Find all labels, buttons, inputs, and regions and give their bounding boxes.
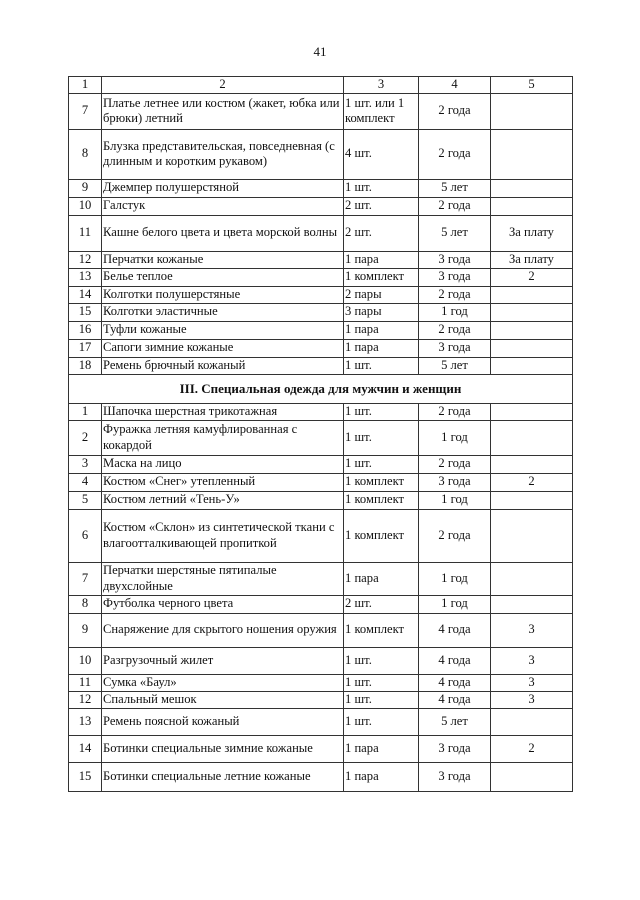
wear-term: 4 года (419, 647, 491, 674)
wear-term: 3 года (419, 268, 491, 286)
item-name: Кашне белого цвета и цвета морской волны (102, 215, 344, 251)
table-row (69, 179, 573, 197)
wear-term: 5 лет (419, 215, 491, 251)
item-quantity: 2 пары (344, 286, 419, 303)
item-note: 3 (491, 674, 573, 691)
item-name: Туфли кожаные (102, 321, 344, 339)
item-note: 2 (491, 268, 573, 286)
row-number: 10 (69, 197, 102, 215)
row-number: 7 (69, 93, 102, 129)
item-quantity: 1 шт. (344, 691, 419, 708)
item-note (491, 455, 573, 473)
wear-term: 3 года (419, 762, 491, 791)
item-name: Сумка «Баул» (102, 674, 344, 691)
wear-term: 3 года (419, 735, 491, 762)
row-number: 9 (69, 613, 102, 647)
item-quantity: 1 шт. (344, 403, 419, 420)
table-row (69, 735, 573, 762)
table-row (69, 197, 573, 215)
item-quantity: 1 шт. (344, 357, 419, 374)
wear-term: 2 года (419, 403, 491, 420)
table-row (69, 268, 573, 286)
header-cell: 1 (69, 77, 102, 94)
item-quantity: 1 шт. или 1 комплект (344, 93, 419, 129)
wear-term: 2 года (419, 321, 491, 339)
item-name: Ботинки специальные летние кожаные (102, 762, 344, 791)
item-note (491, 357, 573, 374)
row-number: 13 (69, 268, 102, 286)
table-row (69, 562, 573, 595)
item-note (491, 179, 573, 197)
wear-term: 3 года (419, 339, 491, 357)
table-row (69, 129, 573, 179)
item-note (491, 420, 573, 455)
row-number: 11 (69, 215, 102, 251)
item-quantity: 2 шт. (344, 595, 419, 613)
item-note: 2 (491, 735, 573, 762)
row-number: 16 (69, 321, 102, 339)
item-note (491, 491, 573, 509)
table-row (69, 420, 573, 455)
item-quantity: 1 шт. (344, 179, 419, 197)
item-note (491, 595, 573, 613)
table-row (69, 613, 573, 647)
item-name: Перчатки шерстяные пятипалые двухслойные (102, 562, 344, 595)
item-name: Ботинки специальные зимние кожаные (102, 735, 344, 762)
page-number: 41 (313, 44, 327, 59)
header-cell: 5 (491, 77, 573, 94)
row-number: 9 (69, 179, 102, 197)
item-quantity: 3 пары (344, 303, 419, 321)
wear-term: 4 года (419, 674, 491, 691)
wear-term: 4 года (419, 691, 491, 708)
item-quantity: 1 пара (344, 339, 419, 357)
row-number: 1 (69, 403, 102, 420)
row-number: 5 (69, 491, 102, 509)
row-number: 15 (69, 762, 102, 791)
item-quantity: 1 шт. (344, 674, 419, 691)
item-note (491, 129, 573, 179)
table-row (69, 215, 573, 251)
wear-term: 2 года (419, 93, 491, 129)
item-note: 3 (491, 647, 573, 674)
item-quantity: 1 пара (344, 251, 419, 268)
item-quantity: 1 комплект (344, 268, 419, 286)
section-row (69, 374, 573, 403)
item-name: Футболка черного цвета (102, 595, 344, 613)
item-name: Сапоги зимние кожаные (102, 339, 344, 357)
row-number: 12 (69, 691, 102, 708)
wear-term: 3 года (419, 251, 491, 268)
item-note (491, 339, 573, 357)
wear-term: 1 год (419, 595, 491, 613)
wear-term: 1 год (419, 420, 491, 455)
item-quantity: 1 пара (344, 735, 419, 762)
row-number: 11 (69, 674, 102, 691)
item-quantity: 1 пара (344, 321, 419, 339)
table-row (69, 762, 573, 791)
item-quantity: 1 пара (344, 562, 419, 595)
wear-term: 2 года (419, 286, 491, 303)
row-number: 4 (69, 473, 102, 491)
item-note: За плату (491, 215, 573, 251)
section-title: III. Специальная одежда для мужчин и женщин (69, 374, 573, 403)
header-cell: 2 (102, 77, 344, 94)
item-name: Костюм «Снег» утепленный (102, 473, 344, 491)
item-note (491, 403, 573, 420)
table-row (69, 691, 573, 708)
item-note (491, 762, 573, 791)
item-note: За плату (491, 251, 573, 268)
wear-term: 2 года (419, 509, 491, 562)
item-name: Белье теплое (102, 268, 344, 286)
header-row (69, 77, 573, 94)
item-note (491, 303, 573, 321)
row-number: 18 (69, 357, 102, 374)
table-row (69, 93, 573, 129)
table-row (69, 455, 573, 473)
item-name: Маска на лицо (102, 455, 344, 473)
table-row (69, 708, 573, 735)
row-number: 17 (69, 339, 102, 357)
item-note: 3 (491, 691, 573, 708)
item-quantity: 1 пара (344, 762, 419, 791)
table-row (69, 286, 573, 303)
item-name: Колготки эластичные (102, 303, 344, 321)
wear-term: 1 год (419, 562, 491, 595)
table-row (69, 491, 573, 509)
item-name: Ремень поясной кожаный (102, 708, 344, 735)
row-number: 8 (69, 595, 102, 613)
item-quantity: 1 шт. (344, 647, 419, 674)
item-note (491, 93, 573, 129)
table-row (69, 251, 573, 268)
item-note (491, 197, 573, 215)
row-number: 14 (69, 286, 102, 303)
row-number: 15 (69, 303, 102, 321)
item-quantity: 2 шт. (344, 215, 419, 251)
item-name: Фуражка летняя камуфлированная с кокардой (102, 420, 344, 455)
item-name: Костюм летний «Тень-У» (102, 491, 344, 509)
item-quantity: 1 комплект (344, 613, 419, 647)
item-note: 3 (491, 613, 573, 647)
item-quantity: 1 комплект (344, 509, 419, 562)
row-number: 8 (69, 129, 102, 179)
table-row (69, 403, 573, 420)
item-name: Шапочка шерстная трикотажная (102, 403, 344, 420)
item-name: Ремень брючный кожаный (102, 357, 344, 374)
item-note (491, 286, 573, 303)
row-number: 6 (69, 509, 102, 562)
row-number: 7 (69, 562, 102, 595)
table-row (69, 303, 573, 321)
table-row (69, 647, 573, 674)
table-row (69, 509, 573, 562)
table-row (69, 321, 573, 339)
header-cell: 4 (419, 77, 491, 94)
item-name: Разгрузочный жилет (102, 647, 344, 674)
item-note (491, 321, 573, 339)
wear-term: 1 год (419, 491, 491, 509)
item-quantity: 2 шт. (344, 197, 419, 215)
item-name: Костюм «Склон» из синтетической ткани с влагоотталкивающей пропиткой (102, 509, 344, 562)
item-note (491, 509, 573, 562)
wear-term: 2 года (419, 129, 491, 179)
table-row (69, 595, 573, 613)
item-name: Галстук (102, 197, 344, 215)
wear-term: 3 года (419, 473, 491, 491)
item-note (491, 562, 573, 595)
item-quantity: 1 шт. (344, 455, 419, 473)
wear-term: 2 года (419, 197, 491, 215)
table-row (69, 473, 573, 491)
item-note (491, 708, 573, 735)
table-row (69, 674, 573, 691)
wear-term: 2 года (419, 455, 491, 473)
row-number: 3 (69, 455, 102, 473)
wear-term: 5 лет (419, 357, 491, 374)
wear-term: 5 лет (419, 179, 491, 197)
item-note: 2 (491, 473, 573, 491)
item-name: Спальный мешок (102, 691, 344, 708)
row-number: 13 (69, 708, 102, 735)
row-number: 2 (69, 420, 102, 455)
item-quantity: 1 шт. (344, 420, 419, 455)
row-number: 14 (69, 735, 102, 762)
row-number: 10 (69, 647, 102, 674)
item-name: Джемпер полушерстяной (102, 179, 344, 197)
wear-term: 4 года (419, 613, 491, 647)
item-name: Колготки полушерстяные (102, 286, 344, 303)
item-name: Блузка представительская, повседневная (с длинным и коротким рукавом) (102, 129, 344, 179)
table-row (69, 357, 573, 374)
item-quantity: 1 комплект (344, 491, 419, 509)
item-quantity: 1 шт. (344, 708, 419, 735)
wear-term: 5 лет (419, 708, 491, 735)
item-quantity: 4 шт. (344, 129, 419, 179)
wear-term: 1 год (419, 303, 491, 321)
table-row (69, 339, 573, 357)
clothing-norms-table (68, 76, 573, 792)
item-name: Снаряжение для скрытого ношения оружия (102, 613, 344, 647)
item-name: Платье летнее или костюм (жакет, юбка или брюки) летний (102, 93, 344, 129)
row-number: 12 (69, 251, 102, 268)
item-quantity: 1 комплект (344, 473, 419, 491)
header-cell: 3 (344, 77, 419, 94)
item-name: Перчатки кожаные (102, 251, 344, 268)
